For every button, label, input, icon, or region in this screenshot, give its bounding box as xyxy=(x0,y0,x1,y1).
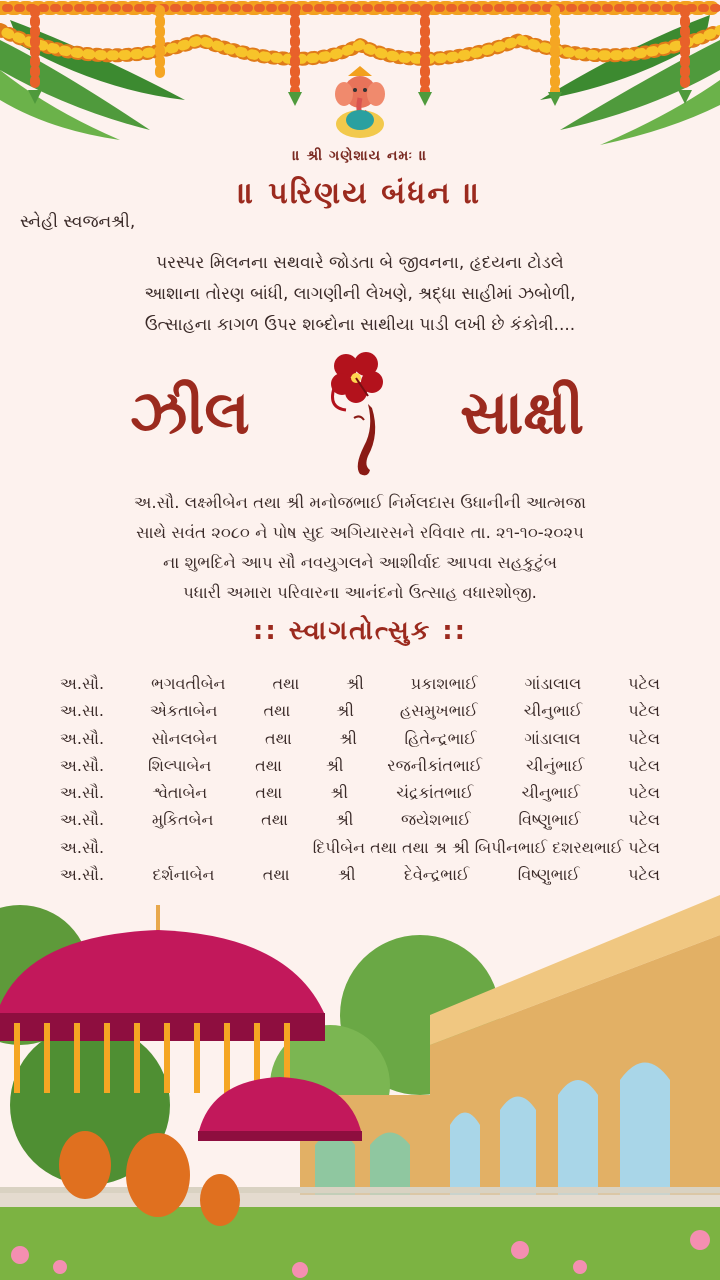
groom-name: સાક્ષી xyxy=(460,378,585,448)
host-row xyxy=(60,752,660,779)
host-cell: મુકિતબેન xyxy=(151,810,214,830)
host-cell: ચીનુભાઈ xyxy=(521,783,580,803)
body-line: પધારી અમારા પરિવારના આનંદનો ઉત્સાહ વધારશોજી. xyxy=(183,583,537,602)
intro-line: ઉત્સાહના કાગળ ઉપર શબ્દોના સાથીયા પાડી લખી છે કંકોત્રી.... xyxy=(144,315,576,335)
salutation: સ્નેહી સ્વજનશ્રી, xyxy=(20,212,136,232)
host-cell: શિલ્પાબેન xyxy=(147,755,212,775)
host-cell: અ.સૌ. xyxy=(60,783,105,803)
host-cell: પટેલ xyxy=(628,810,660,830)
host-cell: તથા xyxy=(272,674,300,693)
host-row xyxy=(60,725,660,752)
host-cell: તથા xyxy=(263,701,291,721)
host-cell: દેવેન્દ્રભાઈ xyxy=(403,865,470,885)
host-cell: શ્રી xyxy=(346,674,364,693)
host-row xyxy=(60,834,660,861)
ganesha-icon xyxy=(330,66,390,140)
hibiscus-emblem-icon xyxy=(324,348,388,480)
host-cell: દર્શનાબેન xyxy=(152,865,215,885)
host-cell: ભગવતીબેન xyxy=(151,674,226,693)
host-row xyxy=(60,779,660,806)
invitation-paragraph xyxy=(0,488,720,608)
host-cell: શ્રી xyxy=(337,865,356,885)
host-cell: પ્રકાશભાઈ xyxy=(410,674,478,693)
host-cell: અ.સૌ. xyxy=(60,865,105,885)
page-title: ॥ પરિણય બંધન ॥ xyxy=(238,176,482,211)
host-row xyxy=(60,670,660,697)
host-cell: શ્રી xyxy=(330,783,349,803)
host-cell: હસમુખભાઈ xyxy=(399,701,478,721)
host-cell: અ.સૌ. xyxy=(60,674,105,693)
host-cell: શ્રી xyxy=(335,810,354,830)
host-cell: ચીનુંભાઈ xyxy=(525,755,585,775)
bride-name: ઝીલ xyxy=(130,378,250,448)
host-cell: ચીનુભાઈ xyxy=(523,701,583,721)
host-cell: પટેલ xyxy=(628,701,660,721)
host-cell: ચંદ્રકાંતભાઈ xyxy=(396,783,474,803)
body-line: ના શુભદિને આપ સૌ નવયુગલને આશીર્વાદ આપવા સહકુટુંબ xyxy=(162,553,557,572)
host-cell: હિતેન્દ્રભાઈ xyxy=(404,728,477,748)
host-cell: પટેલ xyxy=(628,783,660,803)
host-cell: અ.સૌ. xyxy=(60,728,105,748)
host-cell: જયેશભાઈ xyxy=(401,810,471,830)
host-cell: પટેલ xyxy=(628,674,660,693)
host-cell: અ.સૌ. xyxy=(60,837,105,857)
host-cell: શ્રી xyxy=(336,701,354,721)
host-row xyxy=(60,806,660,833)
host-cell: તથા xyxy=(255,783,283,803)
host-cell: ગાંડાલાલ xyxy=(524,728,581,748)
host-cell: પટેલ xyxy=(628,728,660,748)
host-cell: શ્રી xyxy=(325,755,344,775)
wedding-venue-illustration xyxy=(0,895,720,1280)
welcome-heading: :: સ્વાગતોત્સુક :: xyxy=(252,616,468,646)
host-cell: ગાંડાલાલ xyxy=(524,674,582,693)
host-cell: વિષ્ણુભાઈ xyxy=(517,865,580,885)
host-cell: અ.સૌ. xyxy=(60,755,105,775)
host-cell: સોનલબેન xyxy=(151,728,218,748)
host-cell: પટેલ xyxy=(628,755,660,775)
host-cell: તથા xyxy=(264,728,292,748)
host-cell: તથા xyxy=(261,810,288,830)
host-row xyxy=(60,861,660,888)
body-line: સાથે સવંત ૨૦૮૦ ને પોષ સુદ અગિયારસને રવિવાર તા. ૨૧-૧૦-૨૦૨૫ xyxy=(136,523,584,542)
host-cell: શ્રી xyxy=(339,728,357,748)
ganesh-mantra: ॥ શ્રી ગણેશાય નમઃ ॥ xyxy=(292,148,428,164)
intro-line: આશાના તોરણ બાંધી, લાગણીની લેખણે, શ્રદ્ધા સાહીમાં ઝબોળી, xyxy=(144,284,576,304)
host-list xyxy=(60,670,660,888)
host-cell: રજનીકાંતભાઈ xyxy=(387,755,483,775)
host-cell: એકતાબેન xyxy=(149,701,218,721)
host-cell: શ્વેતાબેન xyxy=(152,783,208,803)
host-cell: અ.સૌ. xyxy=(60,810,105,830)
host-cell: પટેલ xyxy=(628,865,660,885)
body-line: અ.સૌ. લક્ષ્મીબેન તથા શ્રી મનોજભાઈ નિર્મલદાસ ઉધાનીની આત્મજા xyxy=(134,493,586,512)
host-cell: દિપીબેન તથા તથા શ્ર શ્રી બિપીનભાઈ દશરથભાઈ પટેલ xyxy=(312,837,660,857)
intro-line: પરસ્પર મિલનના સથવારે જોડતા બે જીવનના, હૃદયના ટોડલે xyxy=(156,253,564,273)
host-cell: તથા xyxy=(255,755,282,775)
host-cell: વિષ્ણુભાઈ xyxy=(518,810,581,830)
intro-paragraph xyxy=(0,248,720,341)
host-cell: અ.સા. xyxy=(60,701,104,721)
host-cell: તથા xyxy=(262,865,290,885)
host-row xyxy=(60,697,660,724)
